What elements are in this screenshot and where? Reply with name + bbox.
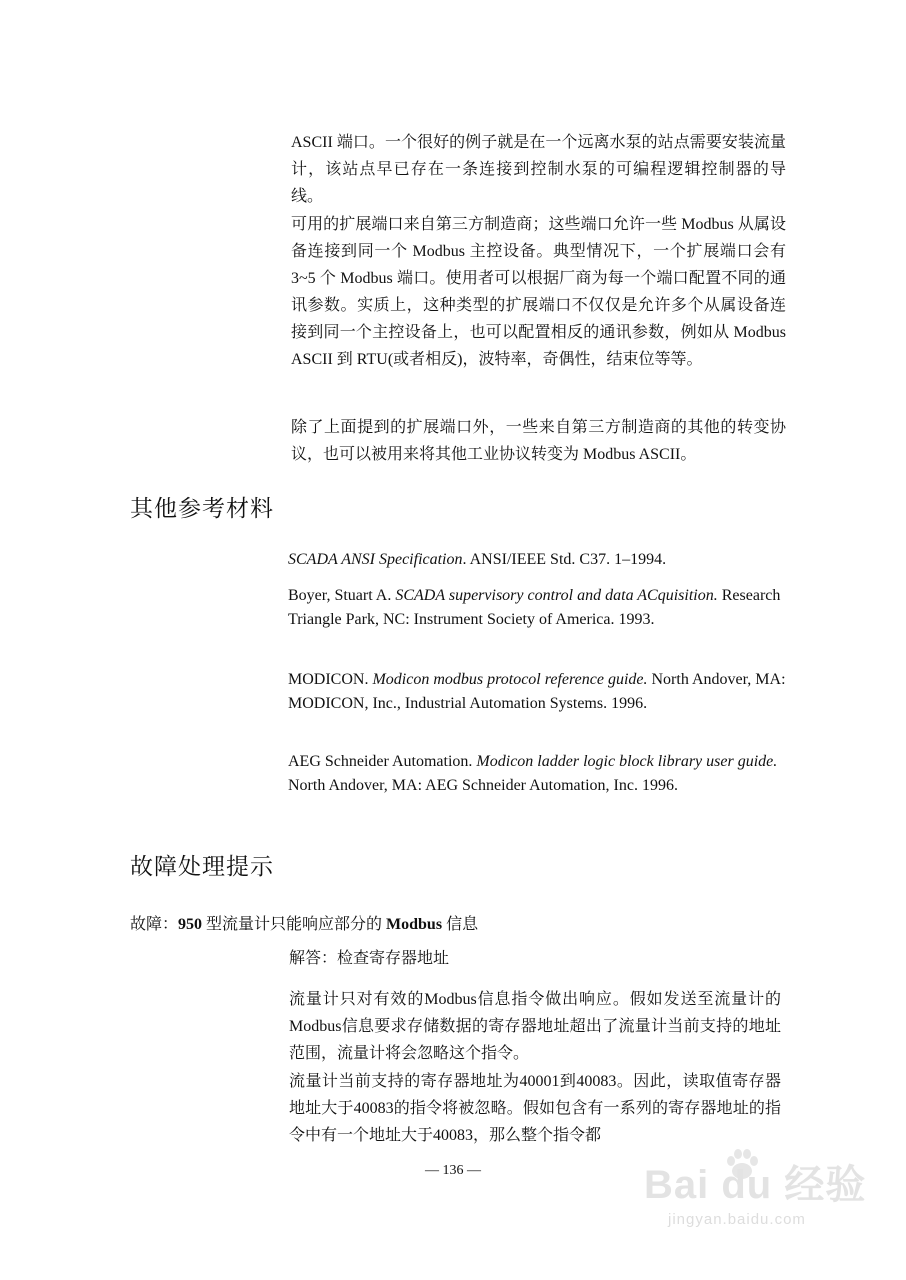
reference-item [288, 668, 788, 716]
reference-post: North Andover, MA: AEG Schneider Automation, Inc. 1996. [288, 777, 678, 794]
intro-paragraph-2-text: 可用的扩展端口来自第三方制造商；这些端口允许一些 Modbus 从属设备连接到同一个 Modbus 主控设备。典型情况下，一个扩展端口会有 3~5 个 Modbus 端口。使用者可以根据厂商为每一个端口配置不同的通讯参数。实质上，这种类型的扩展端口不仅仅是允许多个从属设备连接到同一个主控设备上，也可以配置相反的通讯参数，例如从 Modbus ASCII 到 RTU(或者相反)，波特率，奇偶性，结束位等等。 [291, 216, 786, 368]
watermark-logo-text: Bai du 经验 [644, 1163, 867, 1207]
reference-item [288, 548, 788, 572]
intro-paragraph-3-text: 除了上面提到的扩展端口外，一些来自第三方制造商的其他的转变协议，也可以被用来将其他工业协议转变为 Modbus ASCII。 [291, 419, 786, 463]
intro-paragraph-1-text: ASCII 端口。一个很好的例子就是在一个远离水泵的站点需要安装流量计，该站点早已存在一条连接到控制水泵的可编程逻辑控制器的导线。 [291, 134, 786, 205]
intro-paragraph-2 [291, 211, 786, 373]
reference-title: SCADA ANSI Specification [288, 551, 463, 568]
troubleshooting-paragraph-2 [289, 1068, 781, 1149]
fault-prefix: 故障： [130, 916, 179, 933]
troubleshooting-paragraph-1 [289, 986, 781, 1067]
fault-line [130, 912, 478, 938]
reference-title: SCADA supervisory control and data ACquisition. [395, 587, 718, 604]
fault-protocol: Modbus [386, 916, 443, 933]
baidu-jingyan-watermark [644, 1145, 884, 1240]
reference-post: . ANSI/IEEE Std. C37. 1–1994. [462, 551, 667, 568]
intro-paragraph-3 [291, 414, 786, 468]
reference-title: Modicon ladder logic block library user guide. [476, 753, 778, 770]
reference-post: Research Triangle Park, NC: Instrument Society of America. 1993. [288, 587, 781, 628]
reference-item [288, 750, 788, 798]
troubleshooting-paragraph-2-text: 流量计当前支持的寄存器地址为40001到40083。因此，读取值寄存器地址大于40083的指令将被忽略。假如包含有一系列的寄存器地址的指令中有一个地址大于40083，那么整个指令都 [289, 1073, 781, 1144]
page-number: — 136 — [425, 1163, 481, 1178]
watermark-url: jingyan.baidu.com [668, 1211, 806, 1228]
fault-model: 950 [178, 916, 203, 933]
intro-paragraph-1 [291, 129, 786, 210]
reference-title: Modicon modbus protocol reference guide. [372, 671, 648, 688]
troubleshooting-heading: 故障处理提示 [130, 854, 274, 879]
reference-pre: Boyer, Stuart A. [288, 587, 396, 604]
fault-suffix: 信息 [442, 916, 479, 933]
references-heading: 其他参考材料 [130, 496, 274, 521]
reference-pre: MODICON. [288, 671, 373, 688]
troubleshooting-paragraph-1-text: 流量计只对有效的Modbus信息指令做出响应。假如发送至流量计的Modbus信息要求存储数据的寄存器地址超出了流量计当前支持的地址范围，流量计将会忽略这个指令。 [289, 991, 781, 1062]
reference-post: North Andover, MA: MODICON, Inc., Industrial Automation Systems. 1996. [288, 671, 786, 712]
fault-middle: 型流量计只能响应部分的 [202, 916, 387, 933]
answer-line: 解答：检查寄存器地址 [289, 950, 450, 967]
reference-item [288, 584, 788, 632]
reference-pre: AEG Schneider Automation. [288, 753, 477, 770]
